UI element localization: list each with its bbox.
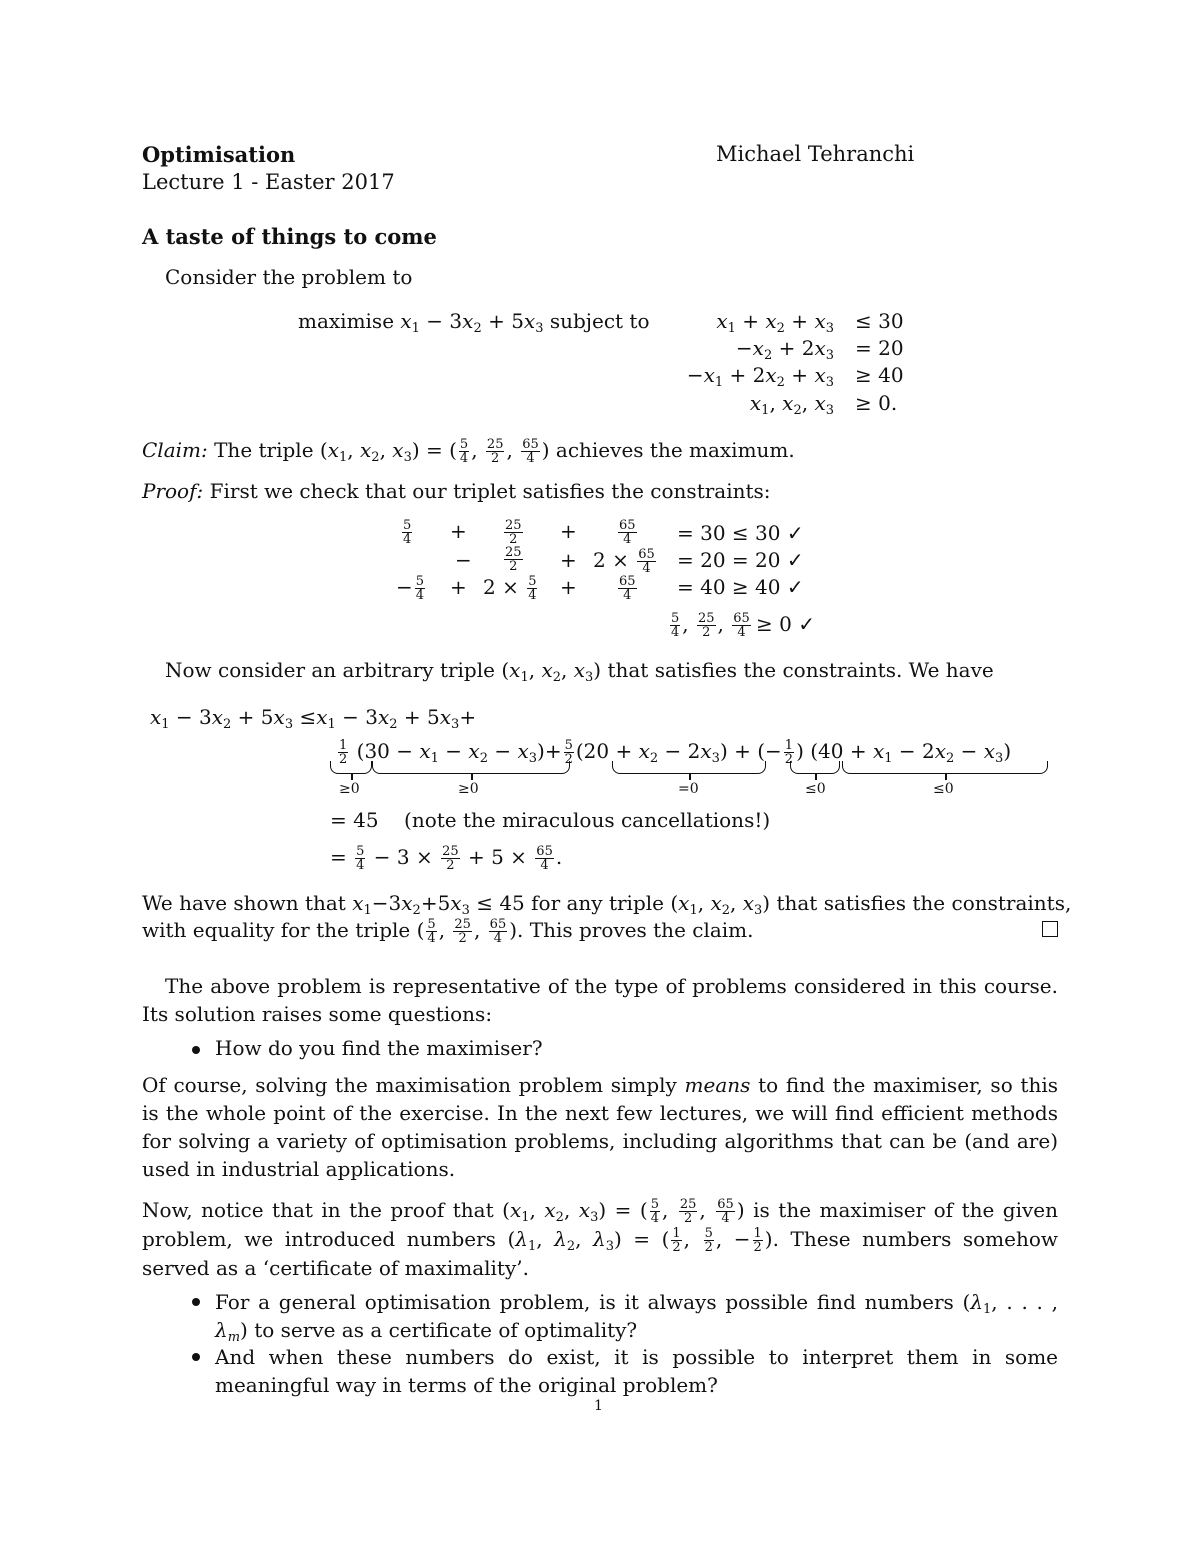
conclusion-text-a: We have shown that [142,891,346,915]
plus-sign: + [560,548,577,572]
bullet-icon [190,1353,204,1362]
section-title: A taste of things to come [142,224,437,249]
check-row-3-rhs: = 40 ≥ 40 ✓ [677,575,804,599]
bullet-item-2-b: to serve as a certificate of optimality? [254,1318,638,1342]
plus-sign: + [450,575,467,599]
underbrace [842,761,1048,774]
paragraph-now-b: is the maximiser of the given problem, we introduced numbers [142,1198,1059,1251]
constraint-3-rhs: ≥ 40 [855,363,904,387]
qed-box-icon [1042,921,1058,937]
brace-label: ≥0 [458,781,479,797]
document-title: Optimisation [142,142,296,167]
conclusion-text-e: . This proves the claim. [517,918,754,942]
plus-sign: + [450,519,467,543]
proof-text: First we check that our triplet satisfies the constraints: [209,479,771,503]
result-value: = 45 [330,808,379,832]
check-row-1-rhs: = 30 ≤ 30 ✓ [677,521,804,545]
proof-line [142,479,771,503]
fraction: $\frac{65}{4}$ [619,518,636,547]
intro-text: Consider the problem to [165,265,413,289]
underbrace [330,761,372,774]
objective-line: maximise $x_1 - 3x_2 + 5x_3$ subject to [298,309,650,336]
result-line-2: = $\frac{5}{4}$ − 3 × $\frac{25}{2}$ + 5 × $\frac{65}{4}$ . [330,844,563,873]
bullet-icon [190,1298,204,1307]
lecture-subtitle: Lecture 1 - Easter 2017 [142,170,395,194]
author-name: Michael Tehranchi [716,142,915,166]
claim-text-b: achieves the maximum. [555,438,795,462]
arbitrary-text-b: that satisfies the constraints. We have [607,658,994,682]
constraint-2-lhs: $-x_2 + 2x_3$ [735,336,834,363]
paragraph-course-b: to find the maximiser, so this is the whole point of the exercise. In the next few lectures, we will find efficient methods for solving a variety of optimisation problems, including algorithms that can be (and are) used in industrial applications. [142,1073,1058,1181]
maximise-label: maximise [298,309,395,333]
brace-label: =0 [678,781,699,797]
paragraph-now: Now, notice that in the proof that ($x_1$, $x_2$, $x_3$) = ( $\frac{5}{4}$ , $\frac{25}{2}$ , $\frac{65}{4}$ ) is the maximiser of the given problem, we introduced numbers ($\lambda_1$, $\lambda_2$, $\lambda_3$) = ( $\frac{1}{2}$ , $\frac{5}{2}$ , − $\frac{1}{2}$ ). These numbers somehow served as a ‘certificate of maximality’. [142,1197,1059,1280]
fraction: $\frac{25}{2}$ [505,518,522,547]
claim-text-a: The triple [214,438,314,462]
bullet-icon [190,1046,204,1055]
brace-label: ≥0 [339,781,360,797]
constraint-2-rhs: = 20 [855,336,904,360]
result-note: (note the miraculous cancellations!) [404,808,771,832]
check-row-1-terms: $\frac{5}{4}$ [403,518,412,547]
claim-label: Claim: [142,438,208,462]
result-line-1 [330,808,770,832]
conclusion-text-c: that satisfies the constraints, [776,891,1072,915]
plus-sign: + [560,575,577,599]
bullet-item-2: For a general optimisation problem, is it always possible find numbers ($\lambda_1$, . . . , $\lambda_m$) to serve as a certificate of optimality? [215,1290,1058,1345]
fraction: $\frac{65}{4}$ [619,574,636,603]
term: 2 × $\frac{65}{4}$ [593,547,655,576]
fraction: $\frac{25}{2}$ [505,545,522,574]
paragraph-now-c: . These numbers somehow served as a ‘certificate of maximality’. [142,1227,1059,1280]
underbrace [372,761,570,774]
conclusion-line-2: with equality for the triple ( $\frac{5}{4}$ , $\frac{25}{2}$ , $\frac{65}{4}$ ). This proves the claim. [142,917,754,946]
arbitrary-text-a: Now consider an arbitrary triple [165,658,495,682]
subject-to-label: subject to [549,309,650,333]
check-row-2-rhs: = 20 = 20 ✓ [677,548,804,572]
underbrace [790,761,840,774]
lagrangian-line: $\frac{1}{2}$ $(30 - x_1 - x_2 - x_3)+$ $\frac{5}{2}$ $(20 + x_2 - 2x_3)$ + (− $\frac{1}{2}$ ) $(40 + x_1 - 2x_2 - x_3)$ [339,738,1012,767]
bullet-item-2-a: For a general optimisation problem, is it always possible find numbers [215,1290,954,1314]
constraint-1-lhs: $x_1 + x_2 + x_3$ [716,309,834,336]
constraint-4-rhs: ≥ 0. [855,391,898,415]
conclusion-line-1: We have shown that $x_1-3x_2+5x_3 \le 45$ for any triple ($x_1$, $x_2$, $x_3$) that satisfies the constraints, [142,891,1072,918]
paragraph-course-a: Of course, solving the maximisation problem simply [142,1073,677,1097]
bullet-item-1: How do you find the maximiser? [215,1036,543,1060]
inequality-line: $x_1 - 3x_2 + 5x_3 \le x_1 - 3x_2 + 5x_3+$ [150,705,477,732]
constraint-4-lhs: $x_1$, $x_2$, $x_3$ [749,391,834,418]
brace-label: ≤0 [933,781,954,797]
check-row-4-lhs: $\frac{5}{4}$ , $\frac{25}{2}$ , $\frac{65}{4}$ [671,611,750,640]
minus-sign: − [455,548,472,572]
proof-label: Proof: [142,479,204,503]
arbitrary-line: Now consider an arbitrary triple ($x_1$, $x_2$, $x_3$) that satisfies the constraints. We have [165,658,994,685]
paragraph-representative: The above problem is representative of the type of problems considered in this course. Its solution raises some questions: [142,974,1058,1026]
bullet-item-3: And when these numbers do exist, it is possible to interpret them in some meaningful way in terms of the original problem? [215,1345,1058,1397]
claim-line: Claim: The triple ($x_1$, $x_2$, $x_3$) = ( $\frac{5}{4}$ , $\frac{25}{2}$ , $\frac{65}{4}$ ) achieves the maximum. [142,437,795,466]
constraint-3-lhs: $-x_1 + 2x_2 + x_3$ [686,363,834,390]
check-row-4-rhs: ≥ 0 ✓ [756,612,815,636]
term: 2 × $\frac{5}{4}$ [483,574,537,603]
plus-sign: + [560,519,577,543]
conclusion-text-d: with equality for the triple [142,918,411,942]
page-number: 1 [594,1398,603,1414]
emphasis-means: means [684,1073,751,1097]
underbrace [612,761,766,774]
conclusion-text-b: for any triple [531,891,664,915]
constraint-1-rhs: ≤ 30 [855,309,904,333]
paragraph-course [142,1071,1058,1183]
paragraph-now-a: Now, notice that in the proof that [142,1198,494,1222]
brace-label: ≤0 [805,781,826,797]
term: − $\frac{5}{4}$ [396,574,425,603]
